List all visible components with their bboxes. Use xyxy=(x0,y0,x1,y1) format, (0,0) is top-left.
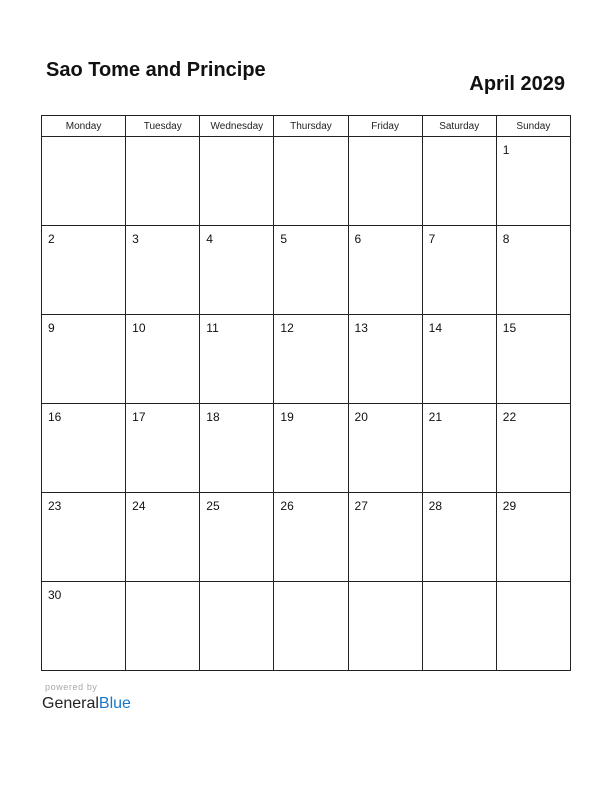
day-cell xyxy=(274,493,348,582)
day-number: 29 xyxy=(502,499,517,513)
day-number: 20 xyxy=(354,410,368,424)
day-number: 17 xyxy=(132,410,146,424)
day-cell xyxy=(496,404,570,493)
day-cell xyxy=(422,226,496,315)
day-number: 30 xyxy=(48,588,62,602)
day-number: 26 xyxy=(280,499,294,513)
day-number: 25 xyxy=(206,499,220,513)
day-cell xyxy=(496,582,570,671)
day-cell xyxy=(496,137,570,226)
day-cell xyxy=(126,493,200,582)
week-row xyxy=(42,315,571,404)
weekday-header-saturday: Saturday xyxy=(422,116,496,137)
day-cell xyxy=(126,226,200,315)
day-number: 4 xyxy=(206,232,213,246)
week-row xyxy=(42,493,571,582)
day-number: 18 xyxy=(206,410,220,424)
week-row xyxy=(42,404,571,493)
day-number: 15 xyxy=(502,321,517,335)
day-number xyxy=(42,137,125,143)
day-cell xyxy=(274,226,348,315)
day-cell xyxy=(274,137,348,226)
day-number xyxy=(423,137,496,143)
day-number xyxy=(126,582,199,588)
month-title: April 2029 xyxy=(469,73,565,95)
day-number xyxy=(126,137,199,143)
day-number: 22 xyxy=(502,410,517,424)
day-number: 3 xyxy=(132,232,139,246)
weekday-header-tuesday: Tuesday xyxy=(126,116,200,137)
week-row xyxy=(42,137,571,226)
day-number xyxy=(274,137,347,143)
day-number: 19 xyxy=(280,410,294,424)
day-number: 9 xyxy=(48,321,55,335)
day-cell xyxy=(496,315,570,404)
day-cell xyxy=(200,404,274,493)
day-number xyxy=(349,137,422,143)
day-number: 13 xyxy=(354,321,368,335)
day-number: 27 xyxy=(354,499,368,513)
day-number: 2 xyxy=(48,232,55,246)
day-cell xyxy=(42,493,126,582)
weekday-header-sunday: Sunday xyxy=(496,116,570,137)
day-cell xyxy=(42,315,126,404)
powered-by-label: powered by xyxy=(45,682,98,692)
day-cell xyxy=(422,315,496,404)
day-cell xyxy=(42,226,126,315)
day-cell xyxy=(126,582,200,671)
day-cell xyxy=(348,315,422,404)
day-cell xyxy=(348,226,422,315)
day-number xyxy=(274,582,347,588)
country-title: Sao Tome and Principe xyxy=(46,59,266,81)
day-cell xyxy=(274,582,348,671)
day-cell xyxy=(126,404,200,493)
week-row xyxy=(42,226,571,315)
brand-footer xyxy=(42,682,131,714)
week-row xyxy=(42,582,571,671)
day-number: 28 xyxy=(428,499,443,513)
day-number: 10 xyxy=(132,321,146,335)
day-number: 5 xyxy=(280,232,288,246)
day-cell xyxy=(200,315,274,404)
day-cell xyxy=(496,226,570,315)
day-cell xyxy=(126,137,200,226)
day-cell xyxy=(274,315,348,404)
brand-name-general: General xyxy=(42,695,99,712)
day-cell xyxy=(200,582,274,671)
day-number: 14 xyxy=(428,321,443,335)
day-cell xyxy=(348,582,422,671)
day-number: 23 xyxy=(48,499,62,513)
day-number xyxy=(349,582,422,588)
day-cell xyxy=(42,404,126,493)
day-number: 1 xyxy=(502,143,510,157)
day-number xyxy=(200,582,273,588)
calendar-grid xyxy=(41,115,571,671)
day-cell xyxy=(126,315,200,404)
weekday-header-thursday: Thursday xyxy=(274,116,348,137)
day-cell xyxy=(422,137,496,226)
day-number: 16 xyxy=(48,410,62,424)
day-cell xyxy=(200,493,274,582)
day-number: 21 xyxy=(428,410,443,424)
day-cell xyxy=(200,137,274,226)
day-cell xyxy=(496,493,570,582)
day-cell xyxy=(274,404,348,493)
day-number xyxy=(423,582,496,588)
weekday-header-wednesday: Wednesday xyxy=(200,116,274,137)
brand-name-blue: Blue xyxy=(98,695,131,712)
day-cell xyxy=(200,226,274,315)
day-cell xyxy=(422,493,496,582)
day-number: 6 xyxy=(354,232,362,246)
day-cell xyxy=(348,137,422,226)
day-number: 12 xyxy=(280,321,294,335)
weekday-header-monday: Monday xyxy=(42,116,126,137)
day-number: 7 xyxy=(428,232,436,246)
day-cell xyxy=(348,493,422,582)
day-cell xyxy=(422,582,496,671)
brand-logo xyxy=(42,694,131,714)
day-cell xyxy=(42,137,126,226)
day-cell xyxy=(348,404,422,493)
day-cell xyxy=(422,404,496,493)
weekday-header-friday: Friday xyxy=(348,116,422,137)
day-number: 11 xyxy=(206,321,219,335)
day-number: 8 xyxy=(502,232,510,246)
day-number xyxy=(497,582,570,588)
day-number xyxy=(200,137,273,143)
day-number: 24 xyxy=(132,499,146,513)
weekday-header-row xyxy=(42,116,571,137)
day-cell xyxy=(42,582,126,671)
